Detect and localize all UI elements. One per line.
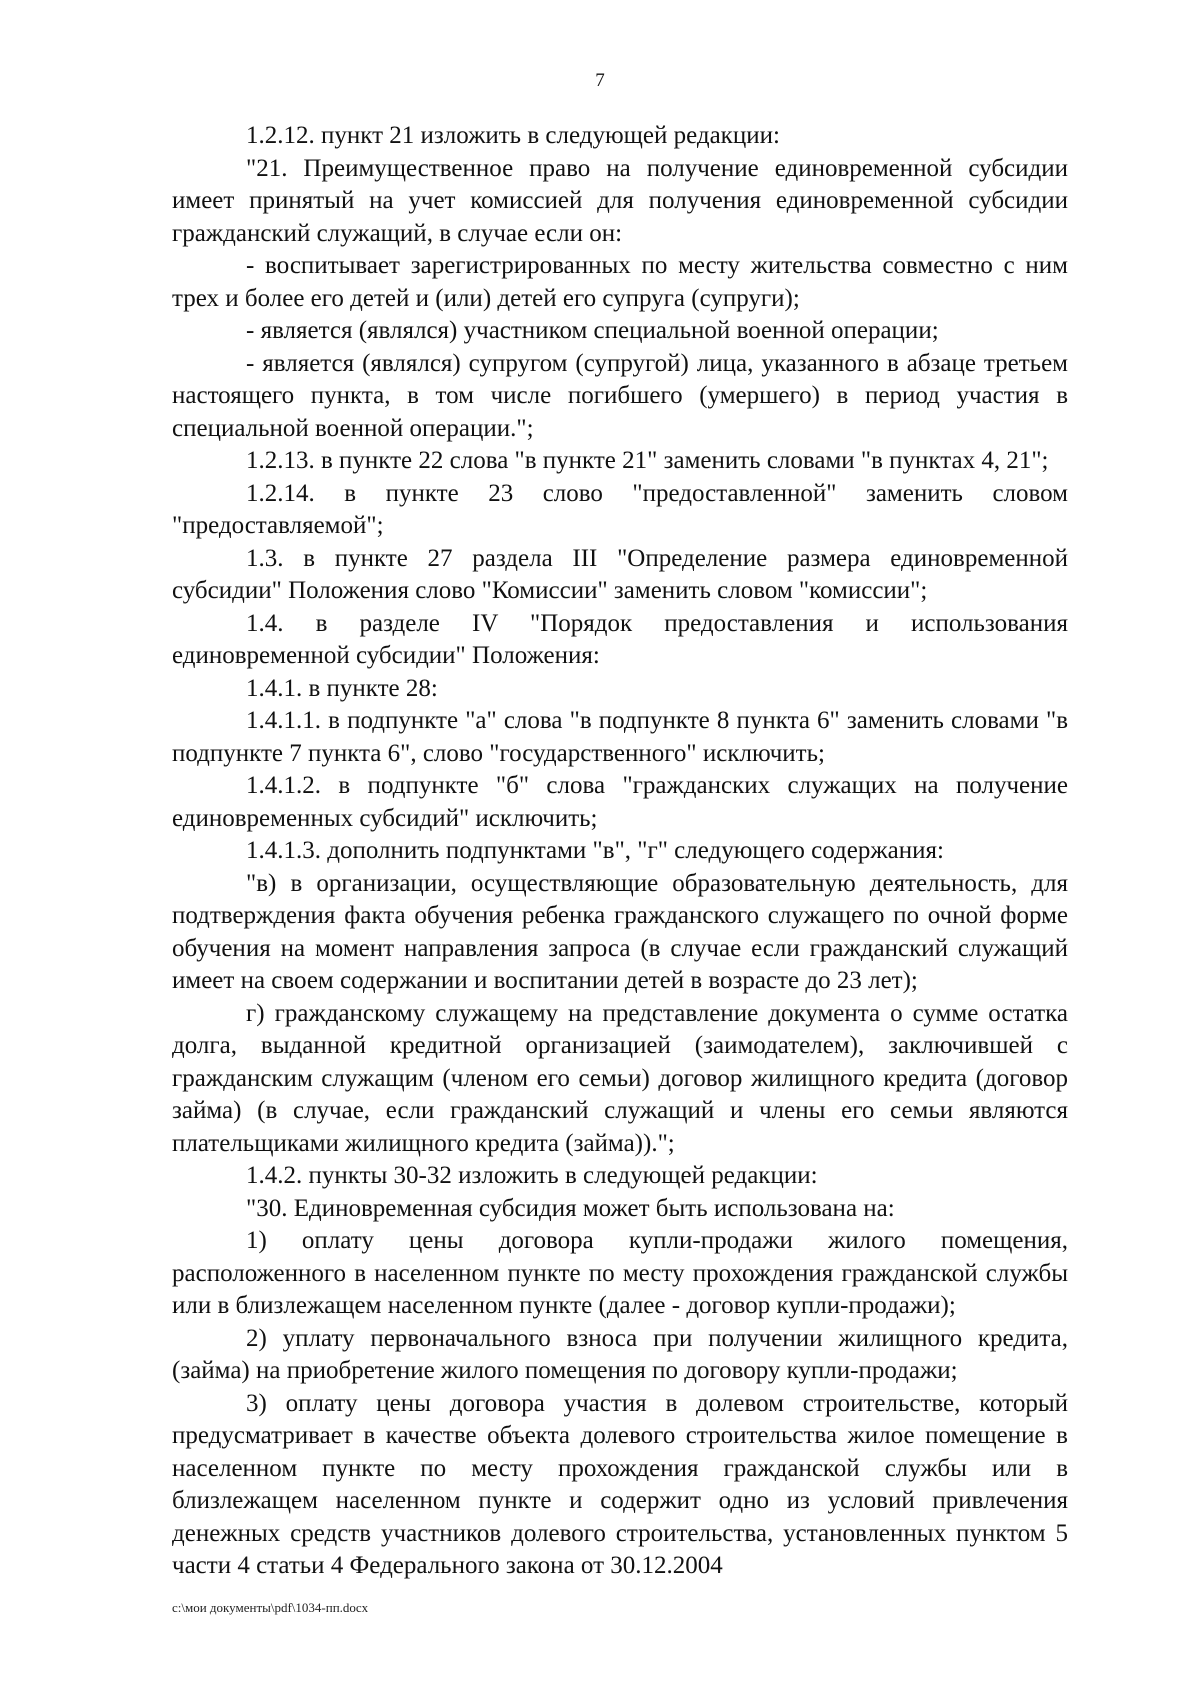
paragraph: 2) уплату первоначального взноса при получении жилищного кредита, (займа) на приобретение жилого помещения по договору купли-продажи; [172, 1324, 1068, 1384]
paragraph: 3) оплату цены договора участия в долевом строительстве, который предусматривает в качестве объекта долевого строительства жилое помещение в населенном пункте по месту прохождения гражданской службы или в близлежащем населенном пункте и содержит одно из условий привлечения денежных средств участников долевого строительства, установленных пунктом 5 части 4 статьи 4 Федерального закона от 30.12.2004 [172, 1389, 1068, 1579]
paragraph: г) гражданскому служащему на представление документа о сумме остатка долга, выданной кредитной организацией (заимодателем), заключившей с гражданским служащим (членом его семьи) договор жилищного кредита (договор займа) (в случае, если гражданский служащий и члены его семьи являются плательщиками жилищного кредита (займа))."; [172, 999, 1068, 1157]
document-body [172, 120, 1068, 1583]
paragraph: 1.2.14. в пункте 23 слово "предоставленной" заменить словом "предоставляемой"; [172, 479, 1068, 539]
paragraph: 1.4.1.2. в подпункте "б" слова "гражданских служащих на получение единовременных субсидий" исключить; [172, 772, 1068, 832]
paragraph: 1.4. в разделе IV "Порядок предоставления и использования единовременной субсидии" Положения: [172, 609, 1068, 669]
paragraph: "в) в организации, осуществляющие образовательную деятельность, для подтверждения факта обучения ребенка гражданского служащего по очной форме обучения на момент направления запроса (в случае если гражданский служащий имеет на своем содержании и воспитании детей в возрасте до 23 лет); [172, 869, 1068, 994]
paragraph: 1) оплату цены договора купли-продажи жилого помещения, расположенного в населенном пункте по месту прохождения гражданской службы или в близлежащем населенном пункте (далее - договор купли-продажи); [172, 1227, 1068, 1319]
paragraph: "21. Преимущественное право на получение единовременной субсидии имеет принятый на учет комиссией для получения единовременной субсидии гражданский служащий, в случае если он: [172, 154, 1068, 247]
paragraph: - является (являлся) участником специальной военной операции; [246, 317, 939, 344]
paragraph: 1.3. в пункте 27 раздела III "Определение размера единовременной субсидии" Положения слово "Комиссии" заменить словом "комиссии"; [172, 544, 1068, 604]
paragraph: - является (являлся) супругом (супругой) лица, указанного в абзаце третьем настоящего пункта, в том числе погибшего (умершего) в период участия в специальной военной операции."; [172, 349, 1068, 442]
paragraph: 1.4.2. пункты 30-32 изложить в следующей редакции: [246, 1162, 818, 1189]
paragraph: 1.2.12. пункт 21 изложить в следующей редакции: [246, 122, 780, 149]
paragraph: 1.4.1. в пункте 28: [246, 674, 438, 702]
paragraph: - воспитывает зарегистрированных по месту жительства совместно с ним трех и более его детей и (или) детей его супруга (супруги); [172, 252, 1068, 312]
paragraph: 1.4.1.3. дополнить подпунктами "в", "г" следующего содержания: [246, 837, 944, 864]
paragraph: 1.4.1.1. в подпункте "а" слова "в подпункте 8 пункта 6" заменить словами "в подпункте 7 пункта 6", слово "государственного" исключить; [172, 707, 1068, 767]
paragraph: 1.2.13. в пункте 22 слова "в пункте 21" заменить словами "в пунктах 4, 21"; [246, 447, 1049, 474]
footer-file-path: c:\мои документы\pdf\1034-пп.docx [172, 1600, 369, 1615]
paragraph: "30. Единовременная субсидия может быть использована на: [246, 1194, 895, 1222]
page-number: 7 [595, 70, 605, 91]
